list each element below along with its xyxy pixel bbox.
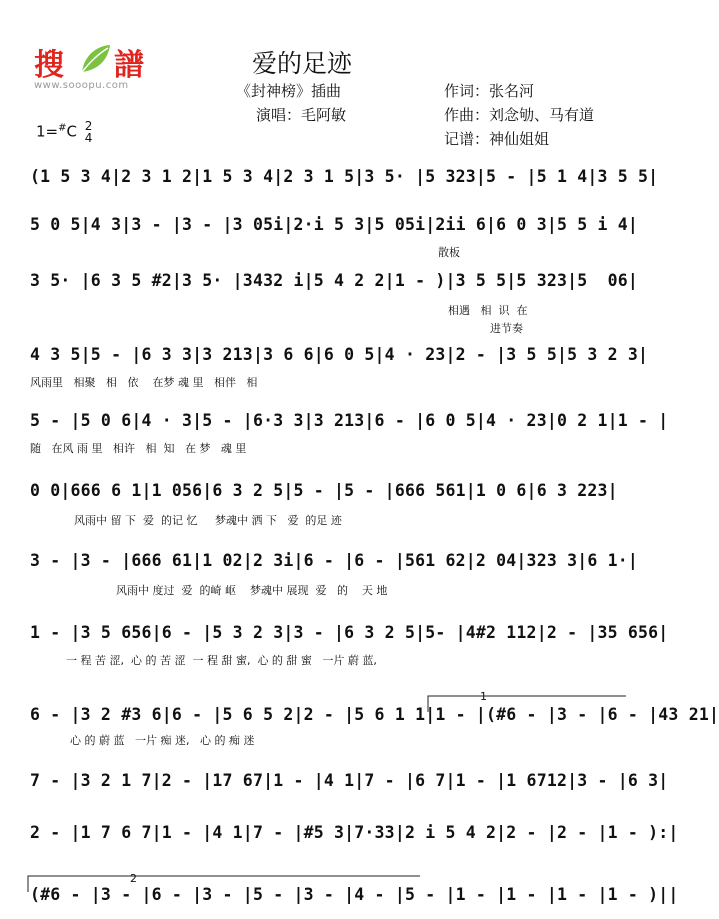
interlude-mark: 进节奏	[490, 322, 523, 335]
notation-line: 2 - |1 7 6 7|1 - |4 1|7 - |#5 3|7·33|2 i 5 4 2|2 - |2 - |1 - ):|	[30, 823, 679, 842]
lyric-line: 散板	[438, 246, 460, 259]
notation-line: 3 5· |6 3 5 #2|3 5· |3432 i|5 4 2 2|1 - )|3 5 5|5 323|5 06|	[30, 271, 639, 290]
logo-text: 搜	[34, 48, 66, 83]
notation-line: (#6 - |3 - |6 - |3 - |5 - |3 - |4 - |5 - |1 - |1 - |1 - |1 - )||	[30, 885, 679, 904]
lyric-line: 随 在风 雨 里 相许 相 知 在 梦 魂 里	[30, 442, 247, 455]
notation-line: 4 3 5|5 - |6 3 3|3 213|3 6 6|6 0 5|4 · 23|2 - |3 5 5|5 3 2 3|	[30, 345, 649, 364]
key-prefix: 1=	[36, 122, 59, 141]
time-denominator: 4	[84, 131, 93, 145]
notation-line: 7 - |3 2 1 7|2 - |17 67|1 - |4 1|7 - |6 7|1 - |1 6712|3 - |6 3|	[30, 771, 669, 790]
lyric-line: 风雨中 留 下 爱 的记 忆 梦魂中 洒 下 爱 的足 迹	[74, 514, 342, 527]
volta-2-bracket	[28, 876, 420, 892]
volta-1-label: 1	[480, 690, 487, 703]
song-title: 爱的足迹	[252, 49, 353, 78]
lyric-line: 心 的 蔚 蓝 一片 痴 迷, 心 的 痴 迷	[70, 734, 255, 747]
time-numerator: 2	[84, 119, 93, 133]
logo-url: www.sooopu.com	[34, 80, 129, 91]
lyric-line: 风雨中 度过 爱 的崎 岖 梦魂中 展现 爱 的 天 地	[116, 584, 388, 597]
lyric-line: 一 程 苦 涩, 心 的 苦 涩 一 程 甜 蜜, 心 的 甜 蜜 一片 蔚 蓝,	[66, 654, 377, 667]
notation-line: 3 - |3 - |666 61|1 02|2 3i|6 - |6 - |561 62|2 04|323 3|6 1·|	[30, 551, 639, 570]
volta-2-label: 2	[130, 872, 137, 885]
singer: 演唱：毛阿敏	[256, 106, 347, 124]
volta-1-bracket	[428, 696, 626, 712]
notation-line: (1 5 3 4|2 3 1 2|1 5 3 4|2 3 1 5|3 5· |5 323|5 - |5 1 4|3 5 5|	[30, 167, 659, 186]
lyric-line: 相遇 相 识 在	[448, 304, 528, 317]
lyric-line: 风雨里 相聚 相 依 在梦 魂 里 相伴 相	[30, 376, 258, 389]
transcriber: 记谱：神仙姐姐	[444, 130, 550, 148]
lyricist: 作词：张名河	[444, 82, 535, 100]
composer: 作曲：刘念劬、马有道	[444, 106, 595, 124]
key-mode: C	[66, 122, 77, 141]
key-sharp: #	[58, 122, 67, 134]
notation-line: 5 0 5|4 3|3 - |3 - |3 05i|2·i 5 3|5 05i|2ii 6|6 0 3|5 5 i 4|	[30, 215, 639, 234]
subtitle: 《封神榜》插曲	[236, 82, 342, 100]
logo-text-2: 譜	[114, 48, 144, 83]
notation-line: 1 - |3 5 656|6 - |5 3 2 3|3 - |6 3 2 5|5- |4#2 112|2 - |35 656|	[30, 623, 669, 642]
notation-line: 0 0|666 6 1|1 056|6 3 2 5|5 - |5 - |666 561|1 0 6|6 3 223|	[30, 481, 618, 500]
notation-line: 6 - |3 2 #3 6|6 - |5 6 5 2|2 - |5 6 1 1|1 - |(#6 - |3 - |6 - |43 21|	[30, 705, 719, 724]
notation-line: 5 - |5 0 6|4 · 3|5 - |6·3 3|3 213|6 - |6 0 5|4 · 23|0 2 1|1 - |	[30, 411, 669, 430]
